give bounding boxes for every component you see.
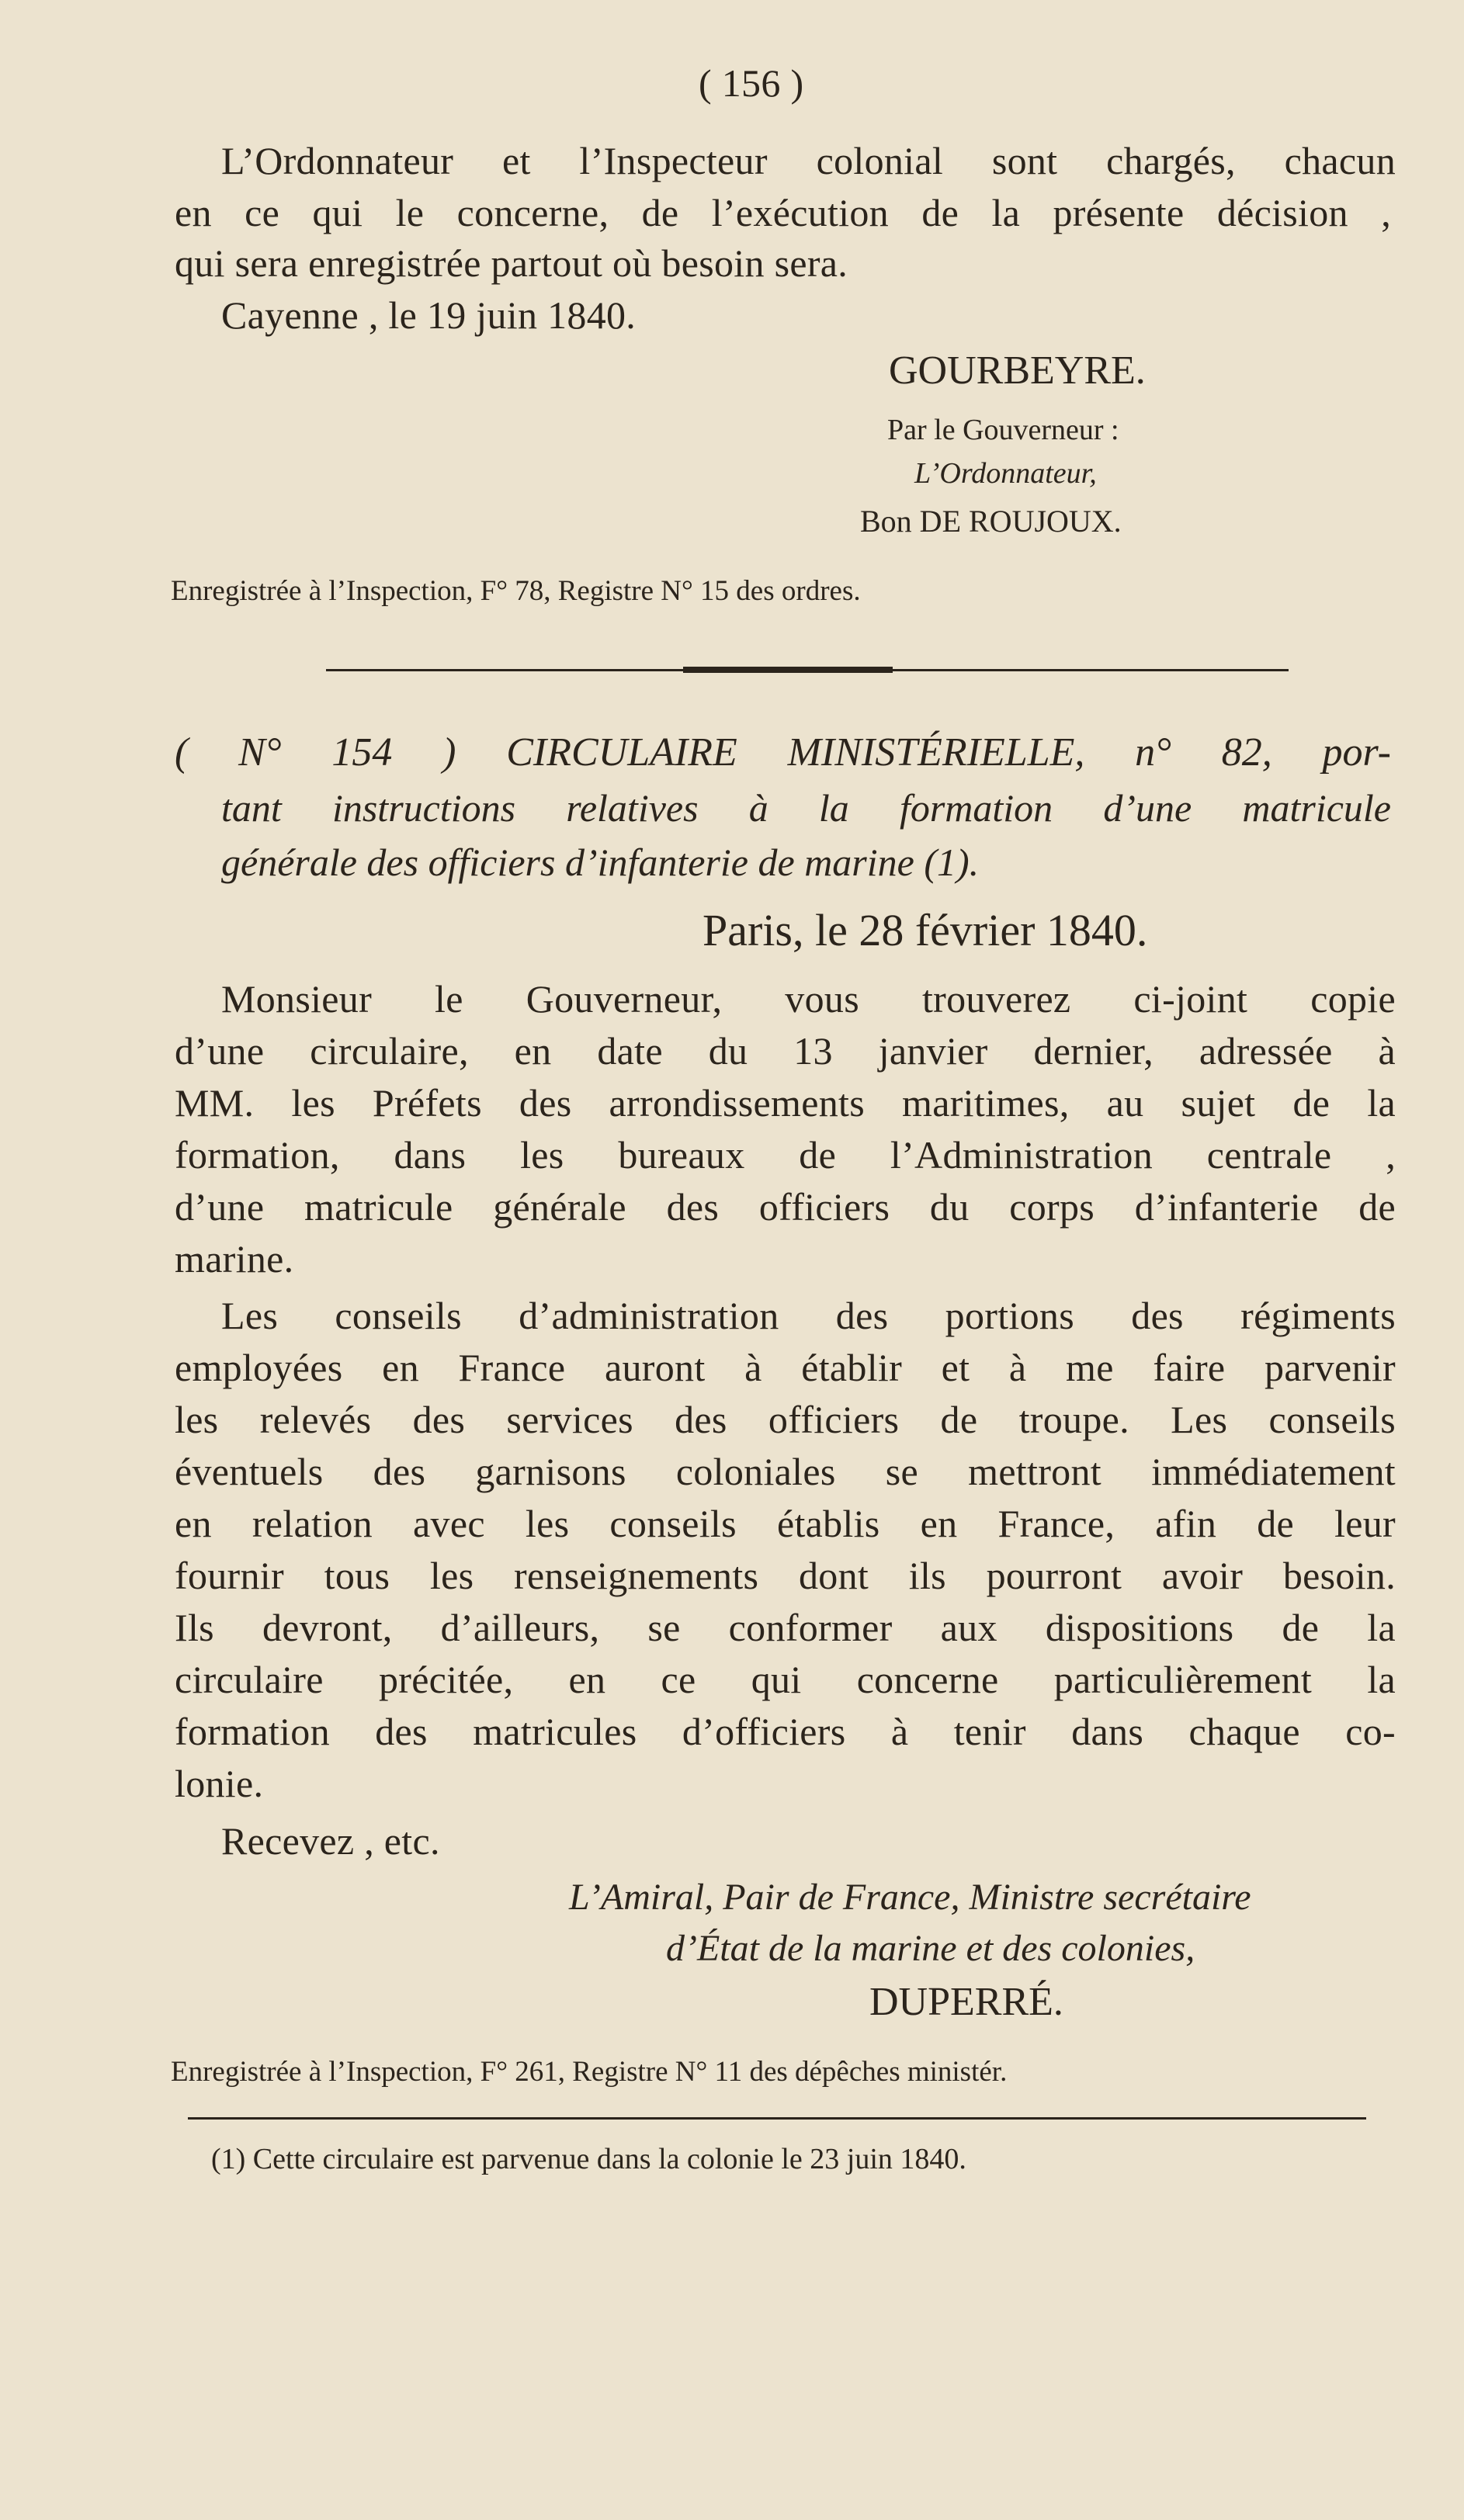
decision-baron: Bon DE ROUJOUX. xyxy=(860,504,1122,539)
para1-line-2: d’une circulaire, en date du 13 janvier dernier, adressée à xyxy=(175,1029,1396,1073)
circular-sig-line-2: d’État de la marine et des colonies, xyxy=(666,1928,1195,1969)
para2-line-5: en relation avec les conseils établis en France, afin de leur xyxy=(175,1502,1396,1545)
circular-signatory: DUPERRÉ. xyxy=(869,1980,1063,2024)
para1-line-4: formation, dans les bureaux de l’Administration centrale , xyxy=(175,1133,1396,1177)
decision-line-2: en ce qui le concerne, de l’exécution de la présente décision , xyxy=(175,191,1391,234)
decision-par-le: Par le Gouverneur : xyxy=(887,414,1119,446)
footnote: (1) Cette circulaire est parvenue dans la colonie le 23 juin 1840. xyxy=(211,2143,966,2175)
para2-line-1: Les conseils d’administration des portions des régiments xyxy=(221,1294,1396,1337)
circular-closing: Recevez , etc. xyxy=(221,1819,440,1863)
para1-line-5: d’une matricule générale des officiers du corps d’infanterie de xyxy=(175,1185,1396,1229)
decision-registration: Enregistrée à l’Inspection, F° 78, Registre N° 15 des ordres. xyxy=(171,575,861,607)
circular-sig-line-1: L’Amiral, Pair de France, Ministre secrétaire xyxy=(569,1877,1251,1918)
decision-ordonnateur: L’Ordonnateur, xyxy=(914,457,1097,490)
decision-line-3: qui sera enregistrée partout où besoin sera. xyxy=(175,241,848,285)
circular-heading-line-3: générale des officiers d’infanterie de marine (1). xyxy=(221,841,980,884)
para2-line-10: lonie. xyxy=(175,1762,264,1805)
para2-line-7: Ils devront, d’ailleurs, se conformer aux dispositions de la xyxy=(175,1606,1396,1649)
circular-registration: Enregistrée à l’Inspection, F° 261, Registre N° 11 des dépêches ministér. xyxy=(171,2056,1008,2088)
para2-line-3: les relevés des services des officiers de troupe. Les conseils xyxy=(175,1398,1396,1441)
para2-line-2: employées en France auront à établir et à me faire parvenir xyxy=(175,1346,1396,1389)
circular-heading-line-2: tant instructions relatives à la formation d’une matricule xyxy=(221,786,1391,830)
decision-line-1: L’Ordonnateur et l’Inspecteur colonial sont chargés, chacun xyxy=(221,139,1396,182)
decision-signatory: GOURBEYRE. xyxy=(889,348,1146,393)
para2-line-8: circulaire précitée, en ce qui concerne particulièrement la xyxy=(175,1658,1396,1701)
separator-rule-thick xyxy=(683,667,893,673)
circular-dateline: Paris, le 28 février 1840. xyxy=(703,905,1148,955)
para2-line-4: éventuels des garnisons coloniales se mettront immédiatement xyxy=(175,1450,1396,1493)
para1-line-1: Monsieur le Gouverneur, vous trouverez ci-joint copie xyxy=(221,977,1396,1021)
para1-line-6: marine. xyxy=(175,1237,294,1281)
page-number: ( 156 ) xyxy=(699,61,804,105)
para2-line-6: fournir tous les renseignements dont ils pourront avoir besoin. xyxy=(175,1554,1396,1597)
circular-heading-line-1: ( N° 154 ) CIRCULAIRE MINISTÉRIELLE, n° 82, por- xyxy=(175,730,1391,775)
footnote-rule xyxy=(188,2117,1366,2120)
decision-date: Cayenne , le 19 juin 1840. xyxy=(221,293,637,337)
para1-line-3: MM. les Préfets des arrondissements maritimes, au sujet de la xyxy=(175,1081,1396,1125)
para2-line-9: formation des matricules d’officiers à tenir dans chaque co- xyxy=(175,1710,1396,1753)
